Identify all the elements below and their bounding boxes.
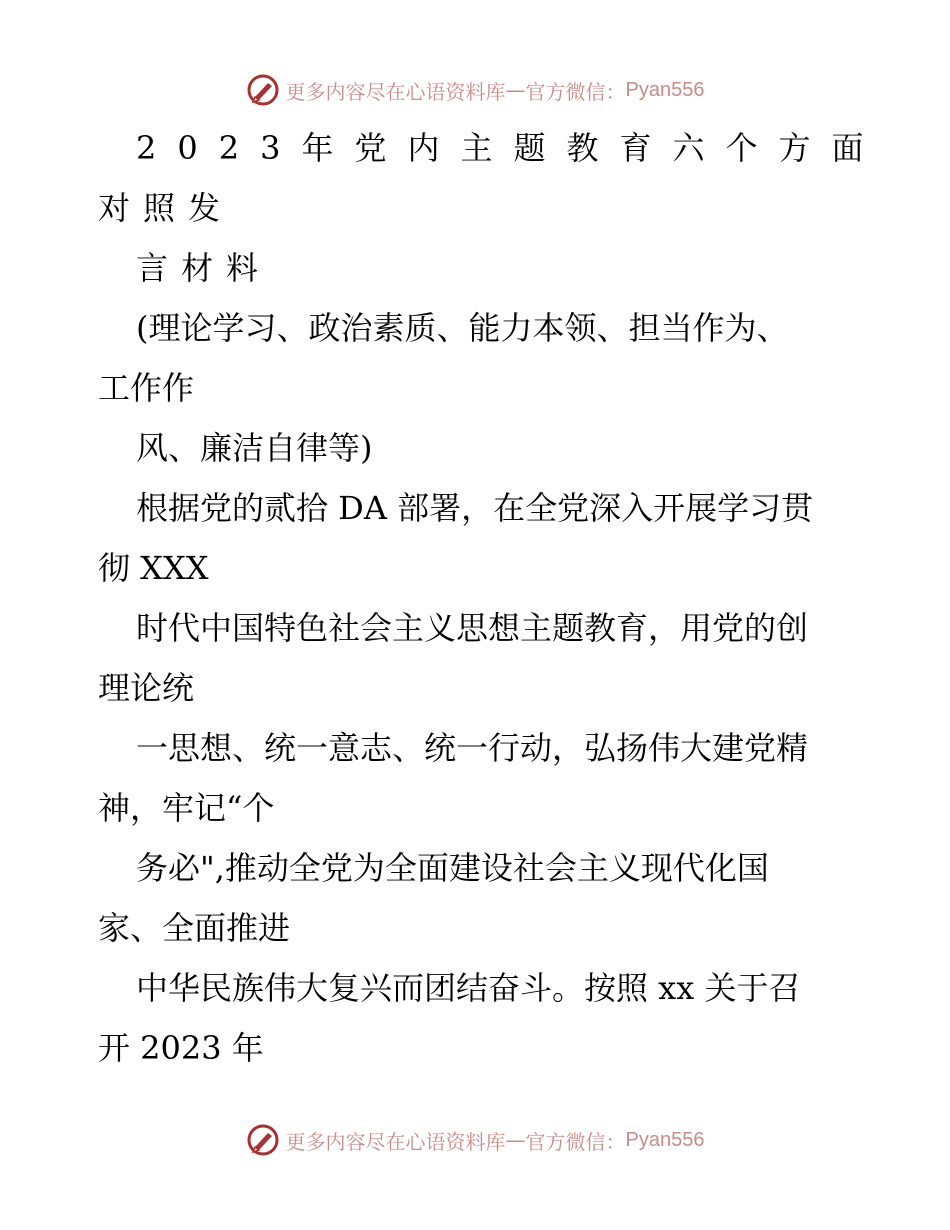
doc-subtitle-line: 工作作 [98,369,195,407]
doc-paragraph-line: 理论统 [98,669,195,707]
watermark-text: 更多内容尽在心语资料库 [285,1129,506,1154]
watermark-dash: — [505,1128,526,1152]
watermark-wechat-label: 官方微信： [525,79,626,104]
doc-paragraph-line: 中华民族伟大复兴而团结奋斗。按照 xx 关于召 [136,969,801,1007]
document-body [0,118,950,1078]
watermark-wechat-id: Pyan556 [625,78,705,101]
doc-paragraph-line: 神，牢记“个 [98,789,275,827]
watermark-wechat-label: 官方微信： [525,1129,626,1154]
doc-title-line: 对照发 [98,189,234,227]
watermark-wechat-id: Pyan556 [625,1128,705,1151]
pen-logo-icon [246,1123,280,1157]
doc-paragraph-line: 家、全面推进 [98,909,291,947]
watermark-footer [0,1120,950,1160]
doc-subtitle-line: 风、廉洁自律等) [136,429,373,467]
watermark-header [0,70,950,110]
watermark-text: 更多内容尽在心语资料库 [285,79,506,104]
doc-paragraph-line: 开 2023 年 [98,1029,264,1067]
pen-logo-icon [246,73,280,107]
watermark-dash: — [505,78,526,102]
doc-paragraph-line: 根据党的贰拾 DA 部署，在全党深入开展学习贯 [136,489,814,527]
doc-title-line: 2023年党内主题教育六个方面 [136,129,885,167]
doc-paragraph-line: 一思想、统一意志、统一行动，弘扬伟大建党精 [136,729,809,767]
doc-paragraph-line: 时代中国特色社会主义思想主题教育，用党的创 [136,609,809,647]
doc-paragraph-line: 务必",推动全党为全面建设社会主义现代化国 [136,849,769,887]
doc-title-line: 言材料 [136,249,272,287]
doc-paragraph-line: 彻 XXX [98,549,209,587]
doc-subtitle-line: (理论学习、政治素质、能力本领、担当作为、 [136,309,789,347]
